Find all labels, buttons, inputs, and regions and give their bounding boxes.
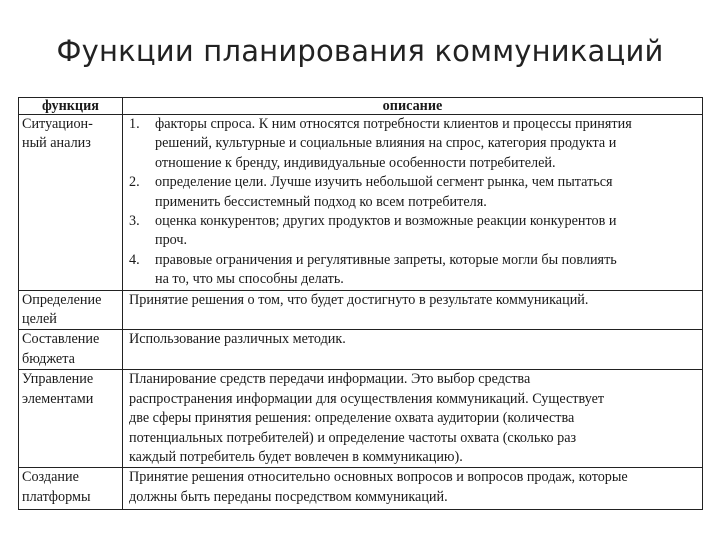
list-number: 3. (129, 213, 140, 230)
list-number: 1. (129, 116, 140, 132)
list-text: решений, культурные и социальные влияния на спрос, категория продукта и (155, 135, 617, 152)
description-text: каждый потребитель будет вовлечен в коммуникацию). (129, 448, 463, 465)
list-number: 4. (129, 251, 140, 268)
slide-title: Функции планирования коммуникаций (56, 34, 664, 68)
function-text: Управление (22, 371, 94, 388)
numbered-list (125, 115, 699, 290)
table-row (19, 115, 703, 291)
function-text: ный анализ (22, 135, 91, 152)
function-cell (19, 468, 123, 510)
description-text: распространения информации для осуществления коммуникаций. Существует (129, 390, 605, 407)
list-text: проч. (155, 232, 188, 249)
description-text: Использование различных методик. (129, 331, 346, 348)
function-text: бюджета (22, 350, 75, 367)
function-text: элементами (22, 390, 94, 407)
table-row (19, 468, 703, 510)
header-function: функция (19, 98, 123, 115)
list-text: оценка конкурентов; других продуктов и возможные реакции конкурентов и (155, 213, 617, 230)
table-row (19, 330, 703, 370)
table-header-row (19, 98, 703, 115)
function-text: Определение (22, 291, 102, 308)
description-text: Принятие решения относительно основных вопросов и вопросов продаж, которые (129, 469, 628, 486)
description-cell (123, 115, 703, 291)
description-cell (123, 370, 703, 468)
function-text: целей (22, 311, 57, 328)
list-text: применить бессистемный подход ко всем потребителя. (155, 193, 487, 210)
list-text: факторы спроса. К ним относятся потребности клиентов и процессы принятия (155, 116, 632, 132)
description-cell (123, 290, 703, 330)
description-cell (123, 330, 703, 370)
list-item (125, 212, 699, 251)
function-cell (19, 370, 123, 468)
function-cell (19, 330, 123, 370)
function-text: Составление (22, 331, 100, 348)
function-text: платформы (22, 488, 91, 505)
list-item (125, 173, 699, 212)
table-row (19, 370, 703, 468)
list-text: правовые ограничения и регулятивные запреты, которые могли бы повлиять (155, 251, 617, 268)
function-text: Ситуацион- (22, 116, 93, 132)
header-description: описание (123, 98, 703, 115)
functions-table (18, 97, 703, 510)
list-number: 2. (129, 174, 140, 191)
function-text: Создание (22, 469, 79, 486)
description-cell (123, 468, 703, 510)
list-item (125, 251, 699, 290)
description-text: Планирование средств передачи информации. Это выбор средства (129, 371, 531, 388)
description-text: Принятие решения о том, что будет достигнуто в результате коммуникаций. (129, 291, 589, 308)
function-cell (19, 290, 123, 330)
list-text: на то, что мы способны делать. (155, 271, 344, 288)
list-item (125, 115, 699, 173)
description-text: потенциальных потребителей) и определение частоты охвата (сколько раз (129, 429, 577, 446)
function-cell (19, 115, 123, 291)
description-text: должны быть переданы посредством коммуникаций. (129, 488, 448, 505)
table-row (19, 290, 703, 330)
list-text: отношение к бренду, индивидуальные особенности потребителей. (155, 154, 556, 171)
list-text: определение цели. Лучше изучить небольшой сегмент рынка, чем пытаться (155, 174, 613, 191)
description-text: две сферы принятия решения: определение охвата аудитории (количества (129, 410, 575, 427)
